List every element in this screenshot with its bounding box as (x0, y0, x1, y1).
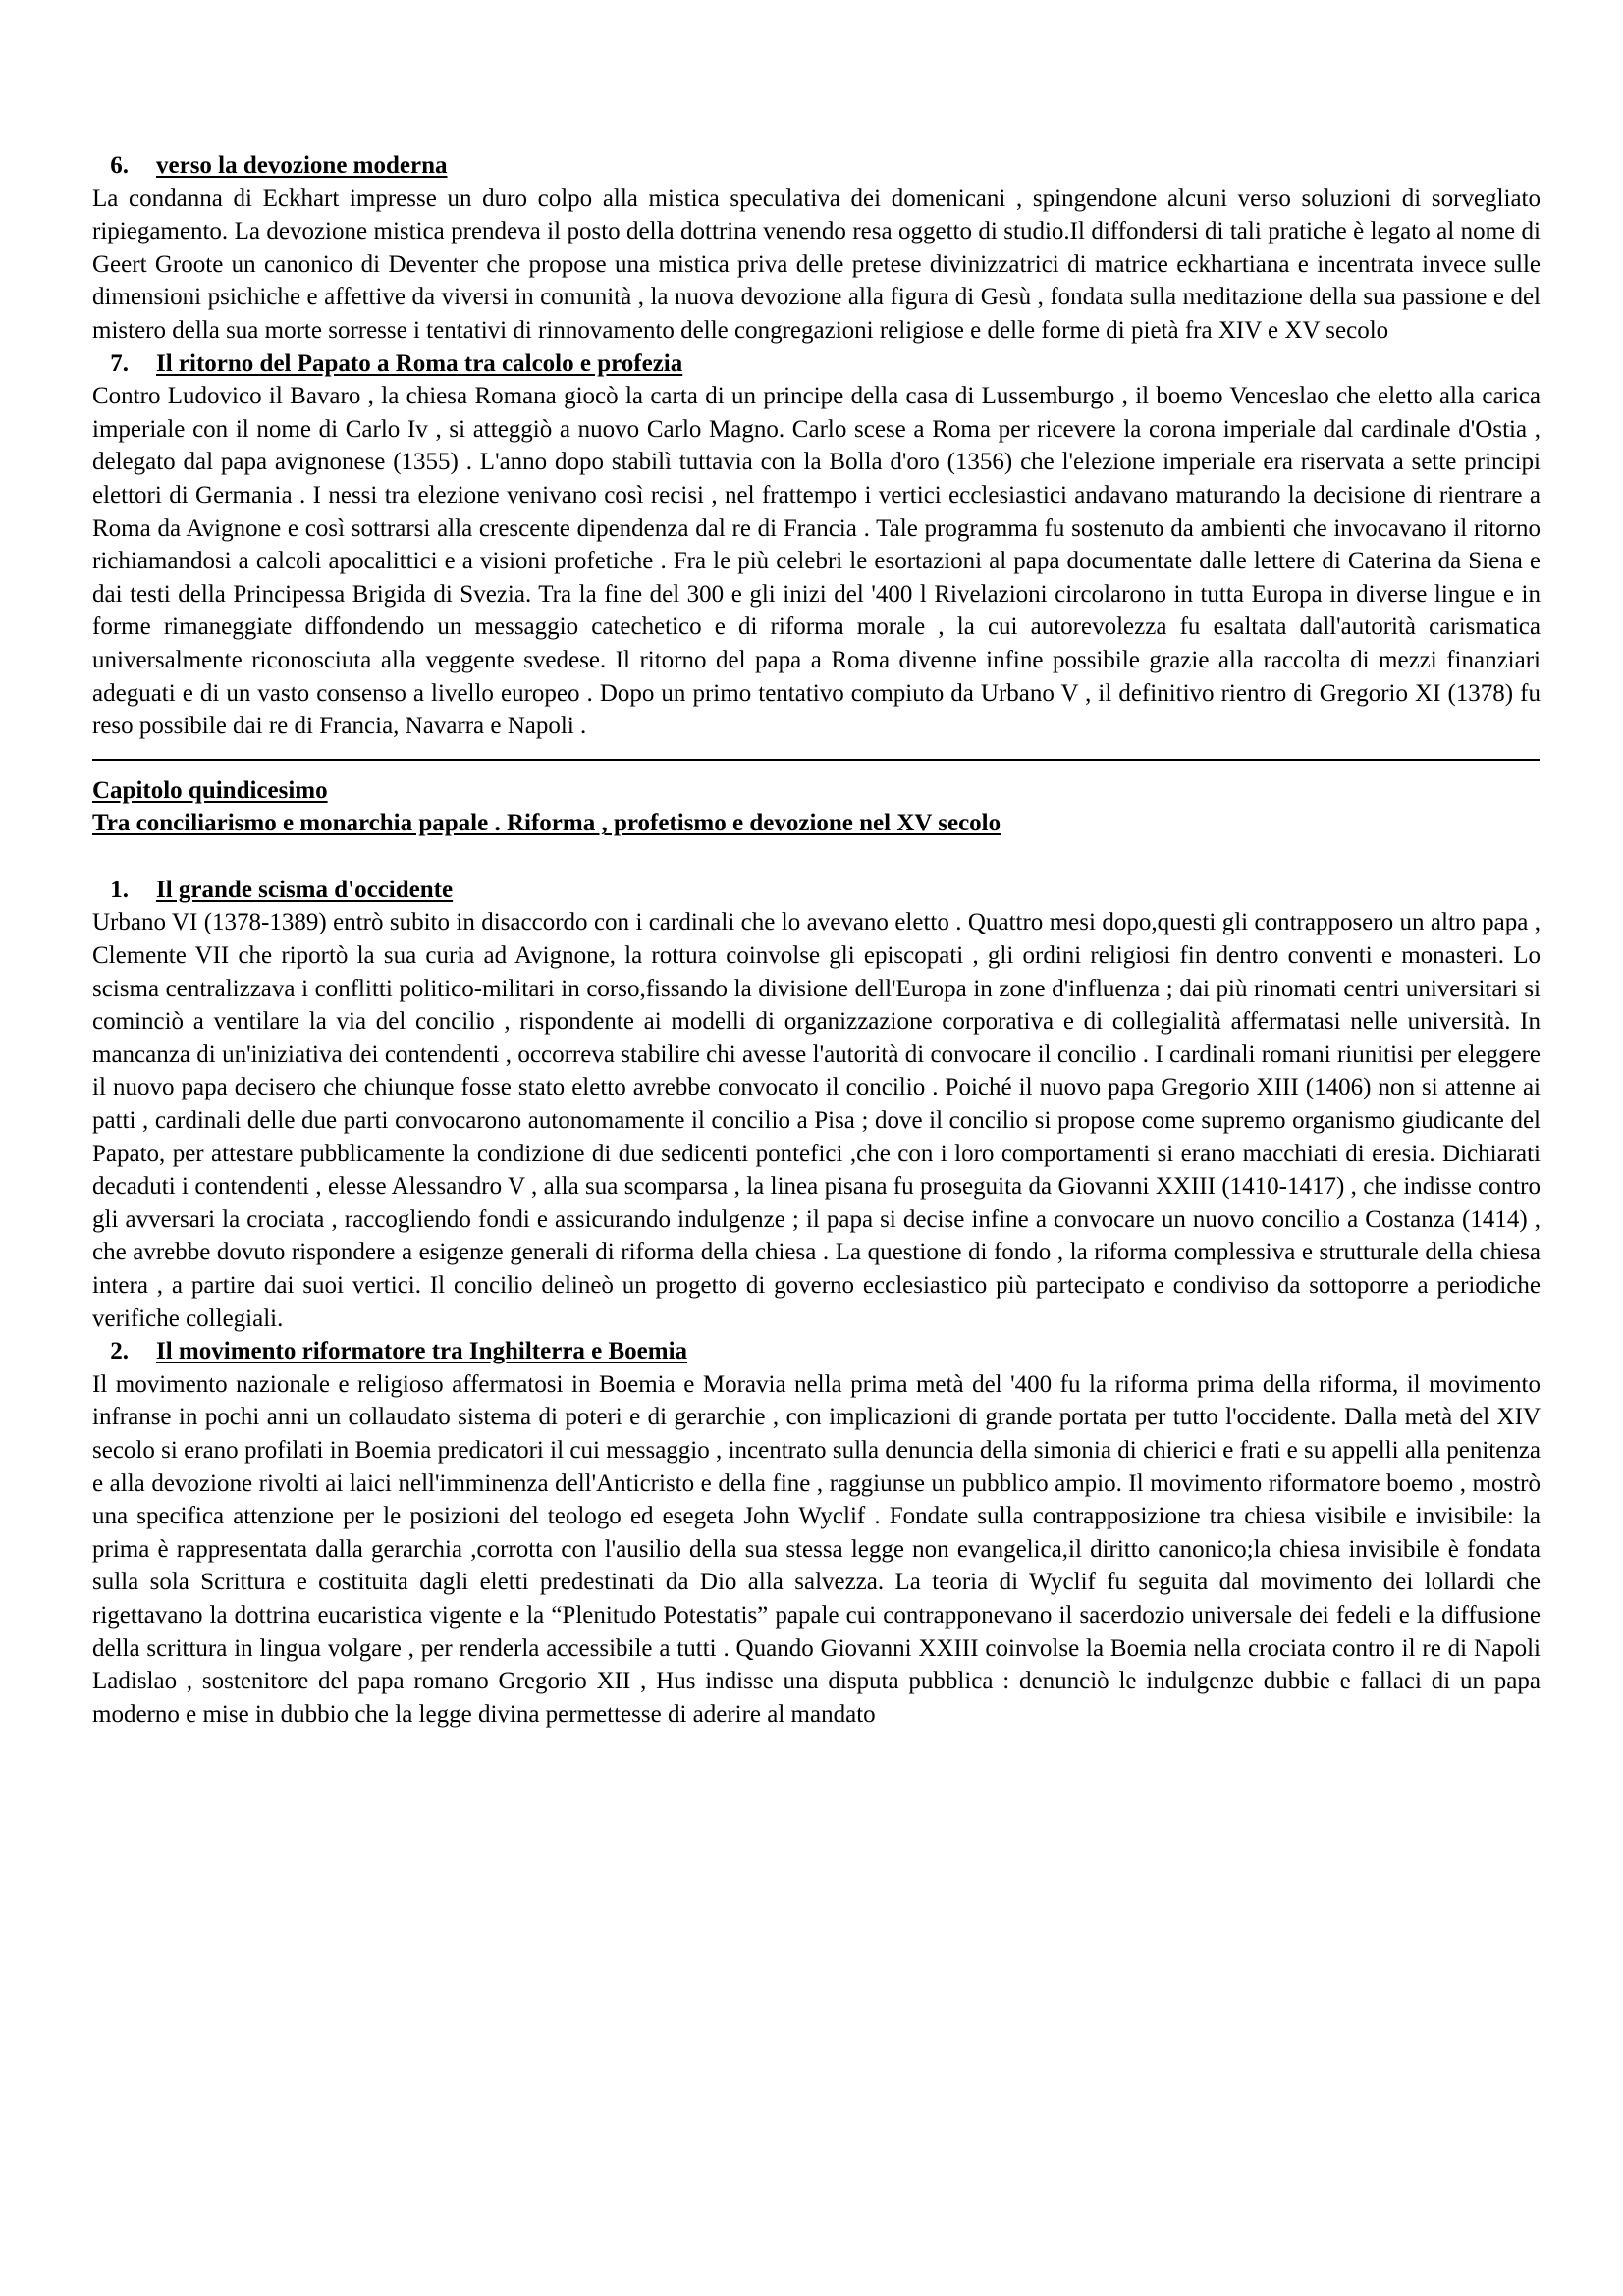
section-title: verso la devozione moderna (156, 152, 448, 179)
section-paragraph: Contro Ludovico il Bavaro , la chiesa Romana giocò la carta di un principe della casa di Lussemburgo , il boemo Venceslao che eletto alla carica imperiale con il nome di Carlo Iv , si atteggiò a nuovo Carlo Magno. Carlo scese a Roma per ricevere la corona imperiale dal cardinale d'Ostia , delegato dal papa avignonese (1355) . L'anno dopo stabilì tuttavia con la Bolla d'oro (1356) che l'elezione imperiale era riservata a sette principi elettori di Germania . I nessi tra elezione venivano così recisi , nel frattempo i vertici ecclesiastici andavano maturando la decisione di rientrare a Roma da Avignone e così sottrarsi alla crescente dipendenza dal re di Francia . Tale programma fu sostenuto da ambienti che invocavano il ritorno richiamandosi a calcoli apocalittici e a visioni profetiche . Fra le più celebri le esortazioni al papa documentate dalle lettere di Caterina da Siena e dai testi della Principessa Brigida di Svezia. Tra la fine del 300 e gli inizi del '400 l Rivelazioni circolarono in tutta Europa in diverse lingue e in forme rimaneggiate diffondendo un messaggio catechetico e di riforma morale , la cui autorevolezza fu esaltata dall'autorità carismatica universalmente riconosciuta alla veggente svedese. Il ritorno del papa a Roma divenne infine possibile grazie alla raccolta di mezzi finanziari adeguati e di un vasto consenso a livello europeo . Dopo un primo tentativo compiuto da Urbano V , il definitivo rientro di Gregorio XI (1378) fu reso possibile dai re di Francia, Navarra e Napoli . (92, 383, 1541, 740)
document-page (92, 149, 1541, 1731)
spacer (92, 840, 1541, 874)
section-heading (92, 874, 1541, 907)
horizontal-divider (92, 759, 1540, 761)
section-paragraph: Il movimento nazionale e religioso affermatosi in Boemia e Moravia nella prima metà del '400 fu la riforma prima della riforma, il movimento infranse in pochi anni un collaudato sistema di poteri e di gerarchie , con implicazioni di grande portata per tutto l'occidente. Dalla metà del XIV secolo si erano profilati in Boemia predicatori il cui messaggio , incentrato sulla denuncia della simonia di chierici e frati e su appelli alla penitenza e alla devozione rivolti ai laici nell'imminenza dell'Anticristo e della fine , raggiunse un pubblico ampio. Il movimento riformatore boemo , mostrò una specifica attenzione per le posizioni del teologo ed esegeta John Wyclif . Fondate sulla contrapposizione tra chiesa visibile e invisibile: la prima è rappresentata dalla gerarchia ,corrotta con l'ausilio della sua stessa legge non evangelica,il diritto canonico;la chiesa invisibile è fondata sulla sola Scrittura e costituita dagli eletti predestinati da Dio alla salvezza. La teoria di Wyclif fu seguita dal movimento dei lollardi che rigettavano la dottrina eucaristica vigente e la “Plenitudo Potestatis” papale cui contrapponevano il sacerdozio universale dei fedeli e la diffusione della scrittura in lingua volgare , per renderla accessibile a tutti . Quando Giovanni XXIII coinvolse la Boemia nella crociata contro il re di Napoli Ladislao , sostenitore del papa romano Gregorio XII , Hus indisse una disputa pubblica : denunciò le indulgenze dubbie e fallaci di un papa moderno e mise in dubbio che la legge divina permettesse di aderire al mandato (92, 1370, 1541, 1728)
section-title: Il ritorno del Papato a Roma tra calcolo e profezia (156, 349, 683, 377)
section-heading (92, 347, 1541, 381)
chapter-label: Capitolo quindicesimo (92, 776, 328, 804)
section-paragraph: Urbano VI (1378-1389) entrò subito in disaccordo con i cardinali che lo avevano eletto . Quattro mesi dopo,questi gli contrapposero un altro papa , Clemente VII che riportò la sua curia ad Avignone, la rottura coinvolse gli episcopati , gli ordini religiosi fin dentro conventi e monasteri. Lo scisma centralizzava i conflitti politico-militari in corso,fissando la divisione dell'Europa in zone d'influenza ; dai più rinomati centri universitari si cominciò a ventilare la via del concilio , rispondente ai modelli di organizzazione corporativa e di collegialità affermatasi nelle università. In mancanza di un'iniziativa dei contendenti , occorreva stabilire chi avesse l'autorità di convocare il concilio . I cardinali romani riunitisi per eleggere il nuovo papa decisero che chiunque fosse stato eletto avrebbe convocato il concilio . Poiché il nuovo papa Gregorio XIII (1406) non si attenne ai patti , cardinali delle due parti convocarono autonomamente il concilio a Pisa ; dove il concilio si propose come supremo organismo giudicante del Papato, per attestare pubblicamente la condizione di due sedicenti pontefici ,che con i loro comportamenti si erano macchiati di eresia. Dichiarati decaduti i contendenti , elesse Alessandro V , alla sua scomparsa , la linea pisana fu proseguita da Giovanni XXIII (1410-1417) , che indisse contro gli avversari la crociata , raccogliendo fondi e assicurando indulgenze ; il papa si decise infine a convocare un nuovo concilio a Costanza (1414) , che avrebbe dovuto rispondere a esigenze generali di riforma della chiesa . La questione di fondo , la riforma complessiva e strutturale della chiesa intera , a partire dai suoi vertici. Il concilio delineò un progetto di governo ecclesiastico più partecipato e condiviso da sottoporre a periodiche verifiche collegiali. (92, 909, 1541, 1332)
section-title: Il grande scisma d'occidente (156, 876, 454, 903)
section-number: 6. (110, 152, 129, 179)
section-number: 1. (110, 876, 129, 903)
section-heading (92, 149, 1541, 183)
section-paragraph: La condanna di Eckhart impresse un duro colpo alla mistica speculativa dei domenicani , spingendone alcuni verso soluzioni di sorvegliato ripiegamento. La devozione mistica prendeva il posto della dottrina venendo resa oggetto di studio.Il diffondersi di tali pratiche è legato al nome di Geert Groote un canonico di Deventer che propose una mistica priva delle pretese divinizzatrici di matrice eckhartiana e incentrata invece sulle dimensioni psichiche e affettive da viversi in comunità , la nuova devozione alla figura di Gesù , fondata sulla meditazione della sua passione e del mistero della sua morte sorresse i tentativi di rinnovamento delle congregazioni religiose e delle forme di pietà fra XIV e XV secolo (92, 185, 1541, 344)
chapter-title: Tra conciliarismo e monarchia papale . Riforma , profetismo e devozione nel XV secolo (92, 810, 1001, 837)
section-number: 7. (110, 349, 129, 377)
section-heading (92, 1335, 1541, 1368)
chapter-header (92, 774, 1541, 840)
section-number: 2. (110, 1338, 129, 1365)
section-title: Il movimento riformatore tra Inghilterra e Boemia (156, 1338, 688, 1365)
